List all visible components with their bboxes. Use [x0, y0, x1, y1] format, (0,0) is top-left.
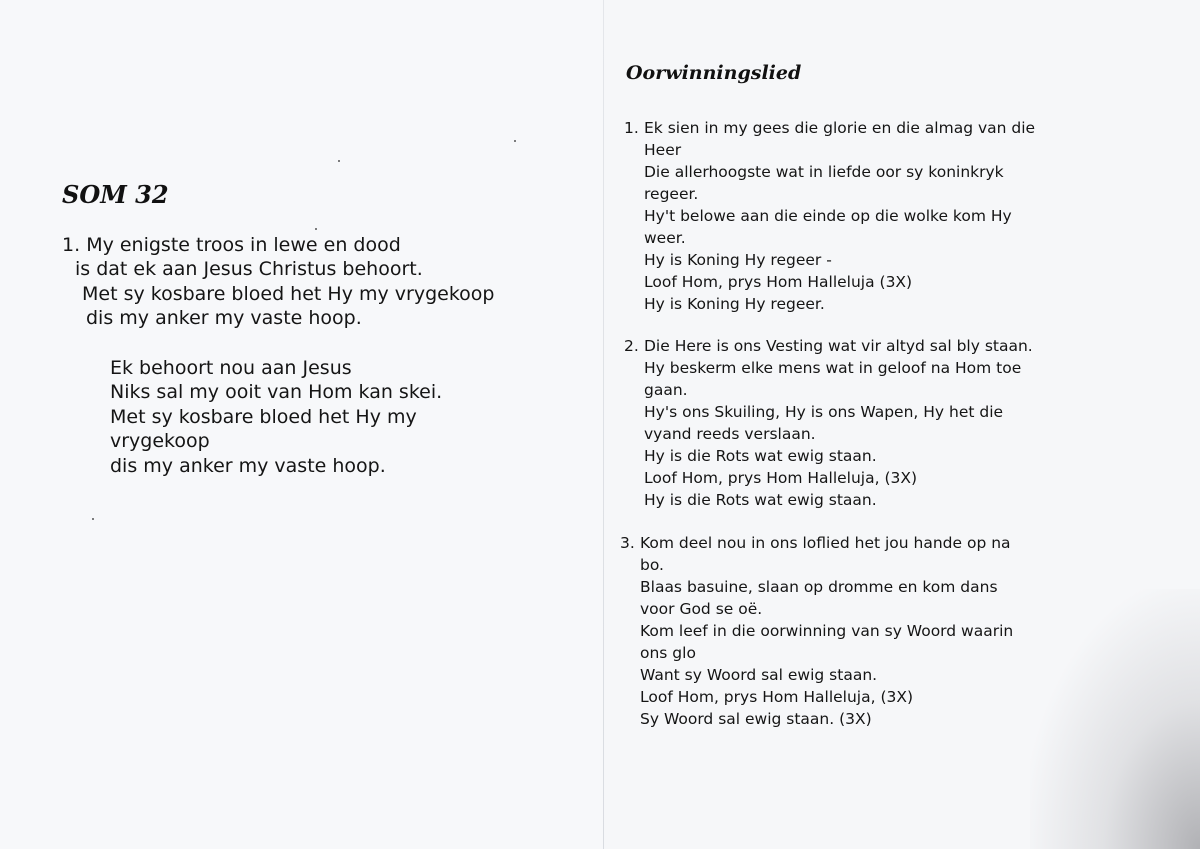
chorus-line: Ek behoort nou aan Jesus	[110, 357, 352, 379]
verse-line: Hy is Koning Hy regeer -	[644, 251, 832, 269]
verse-line: Blaas basuine, slaan op dromme en kom dans	[640, 578, 998, 596]
verse-line: Loof Hom, prys Hom Halleluja, (3X)	[640, 688, 914, 706]
verse-line: Loof Hom, prys Hom Halleluja, (3X)	[644, 469, 918, 487]
chorus-line: Met sy kosbare bloed het Hy my	[110, 405, 417, 428]
verse-line: ons glo	[640, 644, 696, 662]
verse-line: gaan.	[644, 381, 688, 399]
verse-line: weer.	[644, 229, 686, 247]
verse-line: dis my anker my vaste hoop.	[86, 307, 362, 330]
verse-line: Loof Hom, prys Hom Halleluja (3X)	[644, 273, 913, 291]
right-page	[604, 0, 1200, 849]
verse-line: Kom deel nou in ons loflied het jou hande op na	[640, 534, 1011, 552]
verse-line: Hy is die Rots wat ewig staan.	[644, 447, 877, 465]
verse-line: Die Here is ons Vesting wat vir altyd sal bly staan.	[644, 337, 1033, 355]
verse-line: voor God se oë.	[640, 600, 763, 618]
song-title-oorwinningslied: Oorwinningslied	[626, 62, 802, 84]
verse-line: Sy Woord sal ewig staan. (3X)	[640, 710, 872, 728]
paper-speck	[315, 228, 317, 230]
verse-line: bo.	[640, 556, 664, 574]
chorus-line: Niks sal my ooit van Hom kan skei.	[110, 381, 443, 404]
verse-line: Kom leef in die oorwinning van sy Woord waarin	[640, 622, 1014, 640]
verse-line: Heer	[644, 141, 682, 159]
verse-number: 2.	[624, 337, 639, 355]
song-title-som-32: SOM 32	[62, 180, 169, 209]
chorus-line: vrygekoop	[110, 430, 210, 453]
verse-number: 3.	[620, 534, 635, 552]
paper-speck	[338, 160, 340, 162]
paper-speck	[514, 140, 516, 142]
verse-line: Hy't belowe aan die einde op die wolke kom Hy	[644, 207, 1012, 225]
verse-body	[644, 335, 1033, 511]
verse-line: 1. My enigste troos in lewe en dood	[62, 234, 401, 256]
verse-line: Hy's ons Skuiling, Hy is ons Wapen, Hy het die	[644, 403, 1004, 421]
verse-number: 1.	[624, 119, 639, 137]
verse-line: Hy is Koning Hy regeer.	[644, 295, 825, 313]
verse-body	[640, 532, 1013, 730]
verse-1	[62, 233, 494, 331]
scan-shadow	[1030, 589, 1200, 849]
verse-line: is dat ek aan Jesus Christus behoort.	[75, 258, 423, 281]
verse-line: vyand reeds verslaan.	[644, 425, 816, 443]
verse-line: Hy beskerm elke mens wat in geloof na Hom toe	[644, 359, 1022, 377]
verse-line: Want sy Woord sal ewig staan.	[640, 666, 878, 684]
verse-line: regeer.	[644, 185, 699, 203]
verse-number: 1.	[62, 234, 81, 256]
verse-body	[644, 117, 1035, 315]
paper-speck	[92, 518, 94, 520]
verse-line: Hy is die Rots wat ewig staan.	[644, 491, 877, 509]
verse-line: Die allerhoogste wat in liefde oor sy koninkryk	[644, 163, 1004, 181]
chorus	[110, 356, 442, 478]
verse-line: Met sy kosbare bloed het Hy my vrygekoop	[82, 282, 495, 305]
verse-line: Ek sien in my gees die glorie en die almag van die	[644, 119, 1036, 137]
chorus-line: dis my anker my vaste hoop.	[110, 454, 386, 477]
